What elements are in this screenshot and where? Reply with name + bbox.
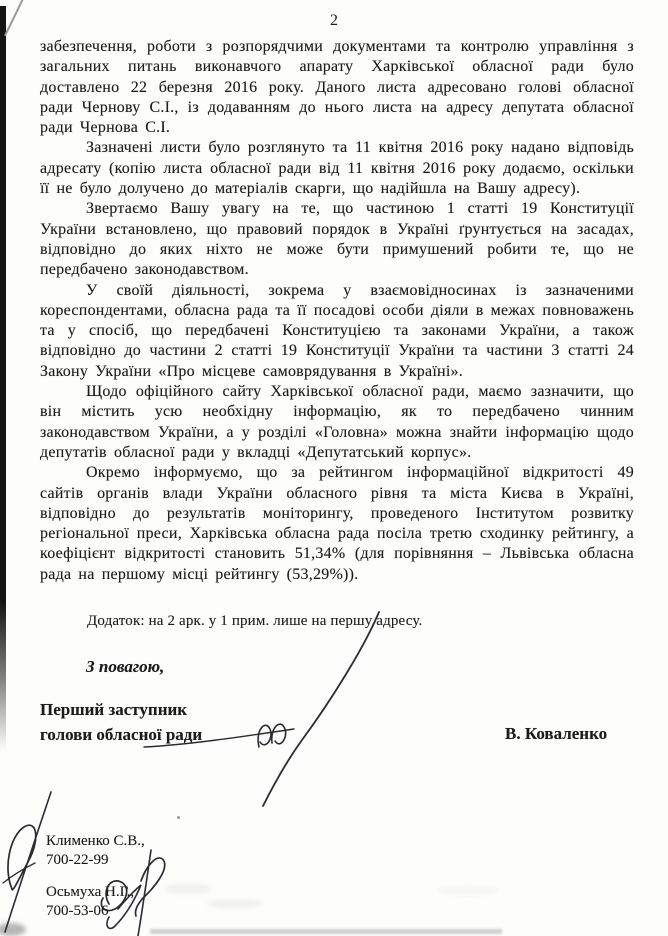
- contact-block: [46, 832, 145, 870]
- signer-title-line2: голови обласної ради: [40, 725, 203, 744]
- showthrough-smudge: [208, 899, 262, 908]
- paragraph-2: Зазначені листи було розглянуто та 11 квітня 2016 року надано відповідь адресату (копію листа обласної ради від 11 квітня 2016 року додаємо, оскільки її не було долучено до матеріалів скарги, що надійшла на Вашу адресу).: [40, 139, 634, 198]
- contact-name: Осьмуха Н.Г.,: [46, 884, 135, 900]
- contact-phone: 700-22-99: [46, 852, 109, 868]
- signer-name: В. Коваленко: [505, 724, 608, 743]
- scan-edge-artifact-left: [0, 6, 6, 751]
- scan-streak-bottom: [150, 929, 502, 934]
- attachment-note: Додаток: на 2 арк. у 1 прим. лише на першу адресу.: [87, 613, 423, 629]
- contact-phone: 700-53-06: [46, 903, 109, 919]
- paragraph-3: Звертаємо Вашу увагу на те, що частиною 1 статті 19 Конституції України встановлено, що правовий порядок в Україні ґрунтується на засадах, відповідно до яких ніхто не може бути примушений робити те, що не передбачено законодавством.: [40, 200, 634, 279]
- signer-title-line1: Перший заступник: [40, 700, 188, 719]
- showthrough-smudge: [438, 886, 498, 895]
- signature-kovalenko: [138, 606, 398, 808]
- paragraph-4: У своїй діяльності, зокрема у взаємовідносинах із зазначеними кореспондентами, обласна рада та її посадові особи діяли в межах повноважень та у спосіб, що передбачені Конституцією та законами України, а також відповідно до частини 2 статті 19 Конституції України та частини 3 статті 24 Закону України «Про місцеве самоврядування в Україні».: [40, 281, 634, 380]
- letter-body: [40, 37, 634, 585]
- ink-speck: [177, 816, 180, 819]
- contact-block: [46, 883, 134, 921]
- page-number: 2: [330, 12, 338, 29]
- paragraph-5: Щодо офіційного сайту Харківської обласної ради, маємо зазначити, що він містить усю необхідну інформацію, як то передбачено чинним законодавством України, а у розділі «Головна» можна знайти інформацію щодо депутатів обласної ради у вкладці «Депутатський корпус».: [40, 383, 634, 461]
- closing-salutation: З повагою,: [86, 657, 165, 676]
- paragraph-6: Окремо інформуємо, що за рейтингом інформаційної відкритості 49 сайтів органів влади України обласного рівня та міста Києва в Україні, відповідно до результатів моніторингу, проведеного Інститутом розвитку регіональної преси, Харківська обласна рада посіла третю сходинку рейтингу, а коефіцієнт відкритості становить 51,34% (для порівняння – Львівська обласна рада на першому місці рейтингу (53,29%)).: [40, 464, 634, 583]
- contact-name: Клименко С.В.,: [46, 833, 145, 849]
- paragraph-1: забезпечення, роботи з розпорядчими документами та контролю управління з загальних питань виконавчого апарату Харківської обласної ради було доставлено 22 березня 2016 року. Даного листа адресовано голові обласної ради Чернову С.І., із додаванням до нього листа на адресу депутата обласної ради Чернова С.І.: [40, 38, 634, 137]
